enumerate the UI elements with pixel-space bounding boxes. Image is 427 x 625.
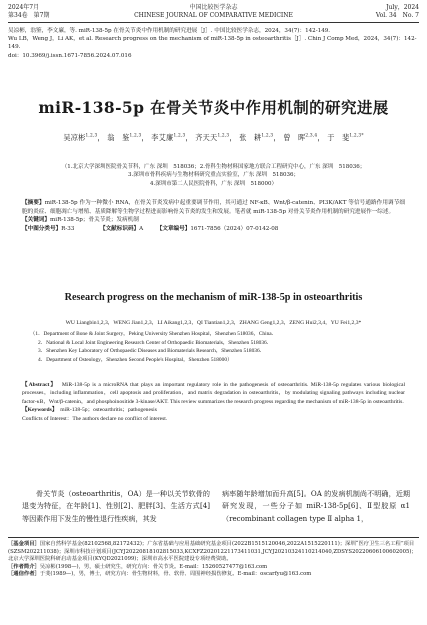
author-bio-text: 吴凉彬(1998—)，男，硕士研究生，研究方向：骨关节炎。E-mail：15260527477@163.com [39,563,268,570]
author: 翁 鉴$^{1,2,3}$ [107,133,142,142]
keywords-zh-label: 【关键词】 [22,217,50,224]
abstract-en [22,381,405,423]
keywords-zh [22,216,405,225]
journal-name-en: CHINESE JOURNAL OF COMPARATIVE MEDICINE [134,12,293,19]
author: 曾 晖$^{2,3,4}$ [283,133,318,142]
affiliations-zh [22,163,405,188]
keywords-en-text: miR-138-5p；osteoarthritis；pathogenesis [60,407,157,414]
abstract-zh [22,199,405,233]
abstract-en-label: 【Abstract】 [22,382,58,388]
conflict-statement: Conflicts of Interest：The authors declare no conflict of interest. [22,415,168,422]
affiliation-line: 4．Department of Osteology，Shenzhen Second People's Hospital，Shenzhen 518000） [38,356,233,363]
keywords-zh-text: miR-138-5p；骨关节炎；发病机制 [49,217,139,224]
affiliation-line: 3．Shenzhen Key Laboratory of Orthopaedic Diseases and Biomaterials Research，Shenzhen 518036． [38,348,266,354]
author-bio-label: ［作者简介］ [8,563,40,570]
volume-issue: 第34卷 第7期 [8,12,50,19]
funding-label: ［基金项目］ [8,541,40,547]
corresponding-author [8,571,419,579]
author: 吴凉彬$^{1,2,3}$ [63,133,98,142]
author: 于 斐$^{1,2,3*}$ [327,133,364,142]
affiliation-line: （1．Department of Bone & Joint Surgery，Peking University Shenzhen Hospital，Shenzhen 518036，China． [30,331,278,337]
issue-date: 2024年7月 [8,4,40,11]
corresponding-label: ［通信作者］ [8,571,40,578]
journal-volume [376,4,419,20]
abstract-zh-text: miR-138-5p 作为一种微小 RNA，在骨关节炎发病中起重要调节作用，其可通过 NF-κB、Wnt/β-catenin、PI3K/AKT 等信号通路作用调节细胞的炎症、细胞凋亡与增殖、基质降解等生物学过程进而影响骨关节炎的发生和发展。笔者就 miR-138-5p 对骨关节炎作用机制的研究进展作一综述。 [22,200,405,215]
doi: doi：10.3969/j.issn.1671-7856.2024.07.016 [8,52,132,59]
doc-code-value: A [139,225,144,232]
funding-text: 国家自然科学基金(82102568,82172432)；广东省基础与应用基础研究基金项目(2022B1515120046,2022A1515220111)；深圳“医疗卫生三名工程”项目(SZSM202211038)；深圳市科技计划项目(JCYJ20220818102815033,KCXFZ20201221173411031,JCYJ20210324110214040,ZDSYS20220606100602005)；北京大学深圳医院科研启动基金项目(KYQD2021099)；深圳市高水平医院建设专项经费资助。 [8,541,417,563]
article-no-value: 1671-7856（2024）07-0142-08 [190,225,279,232]
author-list-en: WU Liangbin1,2,3，WENG Jian1,2,3，LI Aikang1,2,3，QI Tiantian1,2,3，ZHANG Geng1,2,3，ZENG Hui2,3,4，YU Fei1,2,3* [65,320,362,326]
author: 张 耕$^{1,2,3}$ [239,133,274,142]
clc-label: 【中图分类号】 [22,225,62,232]
affiliation-line: 2．National & Local Joint Engineering Research Center of Orthopaedic Biomaterials，Shenzhen 518036． [38,339,273,346]
body-column-right: 病率随年龄增加而升高[5]。OA 的发病机制尚不明确，近期研究发现，一些分子如 miR-138-5p[6]、Ⅱ型胶原 α1（recombinant collagen type Ⅱ alpha 1， [222,489,410,523]
volume-issue-en: Vol. 34 No. 7 [375,12,419,19]
author: 齐天天$^{1,2,3}$ [195,133,230,142]
article-title-zh: miR-138-5p 在骨关节炎中作用机制的研究进展 [38,98,389,117]
abstract-en-text: MiR-138-5p is a microRNA that plays an important regulatory role in the pathogenesis of osteoarthritis. MiR-138-5p regulates various biological processes，including inflammation，cell apoptosis and proliferation，and matrix degradation in osteoarthritis，by modulating signaling pathways including nuclear factor-κB，Wnt/β-catenin，and phosphoinositide 3-kinase/AKT. This review summarizes the research progress regarding the mechanism of miR-138-5p in osteoarthritis. [22,382,406,405]
footnote-rule [8,537,419,538]
doc-code-label: 【文献标识码】 [99,225,140,232]
journal-name-zh: 中国比较医学杂志 [189,4,238,11]
affiliation-line: 3.深圳市骨科疾病与生物材料研究重点实验室，广东 深圳 518036； [128,172,299,179]
journal-name [0,4,427,20]
citation-en: Wu LB，Weng J，Li AK，et al. Research progress on the mechanism of miR-138-5p in osteoarthritis［J］. Chin J Comp Med，2024，34(7)：142-149. [8,36,417,51]
author-list-zh: 吴凉彬$^{1,2,3}$， 翁 鉴$^{1,2,3}$， 李艾廉$^{1,2,3}$， 齐天天$^{1,2,3}$， 张 耕$^{1,2,3}$， 曾 晖$^{2,3,4}$， 于 斐$^{1,2,3*}$ [63,133,364,142]
affiliation-line: 4.深圳市第二人民医院骨科，广东 深圳 518000） [150,180,277,187]
citation-zh: 吴凉彬，翁鉴，李文廉，等. miR-138-5p 在骨关节炎中作用机制的研究进展［J］. 中国比较医学杂志，2024，34(7)：142-149. [8,28,331,34]
author: 李艾廉$^{1,2,3}$ [151,133,186,142]
keywords-en-label: 【Keywords】 [22,407,58,414]
affiliation-line: （1.北京大学深圳医院骨关节科，广东 深圳 518036；2.骨科生物材料国家地方联合工程研究中心，广东 深圳 518036； [61,164,366,170]
article-title-en: Research progress on the mechanism of miR-138-5p in osteoarthritis [64,292,363,303]
classification-line [22,225,405,234]
keywords-en [22,406,405,414]
abstract-zh-label: 【摘要】 [22,200,45,206]
corresponding-text: 于斐(1989—)，男，博士，研究方向：骨生物材料，骨、软骨、周围神经损伤修复。E-mail：oscarfyu@163.com [39,571,312,578]
abstract-en-body [22,381,405,406]
clc-value: R-33 [61,225,75,232]
issue-date-en: July，2024 [386,4,419,11]
article-no-label: 【文章编号】 [156,225,191,232]
body-column-left: 骨关节炎（osteoarthritis，OA）是一种以关节软骨的退变为特征，在年龄[1]、性别[2]、肥胖[3]、生活方式[4]等因素作用下发生的慢性退行性疾病，其发 [22,489,210,523]
footnotes [8,541,419,579]
funding-note [8,541,419,564]
affiliations-en [30,330,400,364]
abstract-zh-body [22,199,405,216]
citation-block [8,27,419,60]
header-rule [8,22,419,23]
